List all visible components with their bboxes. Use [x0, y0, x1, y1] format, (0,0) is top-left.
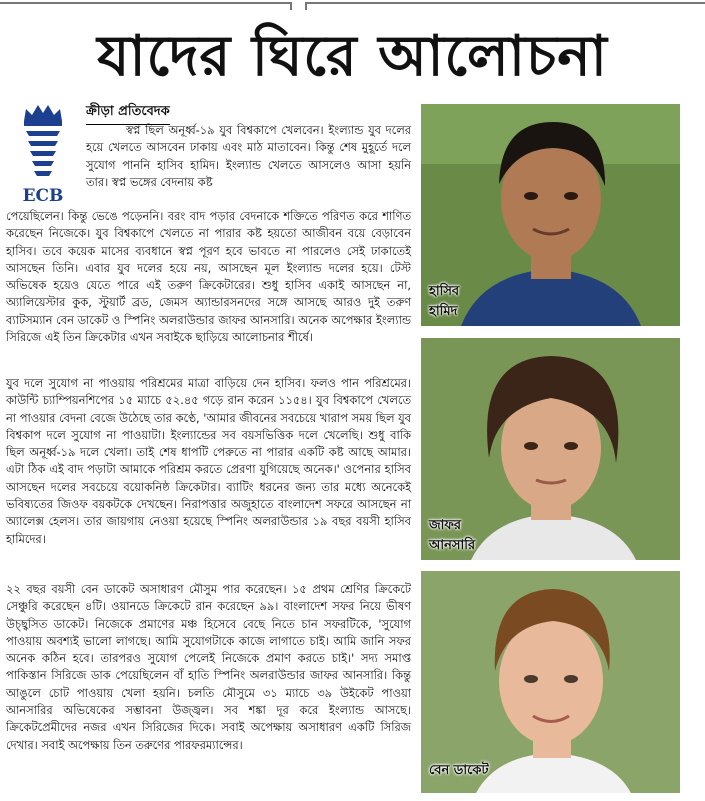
- paragraph-4: ২২ বছর বয়সী বেন ডাকেট অসাধারণ মৌসুম পার করেছেন। ১৫ প্রথম শ্রেণির ক্রিকেটে সেঞ্চুরি করেছেন ৪টি। ওয়ানডে ক্রিকেটে রান করেছেন ৯৯। বাংলাদেশ সফর নিয়ে ভীষণ উচ্ছ্বসিত ডাকেট। নিজেকে প্রমাণের মঞ্চ হিসেবে বেছে নিতে চান সফরটিকে, 'সুযোগ পাওয়ায় অবশ্যই ভালো লাগছে। আমি সুযোগটাকে কাজে লাগাতে চাই। আমি জানি সফর অনেক কঠিন হবে। তারপরও সুযোগ পেলেই নিজেকে প্রমাণ করতে চাই।' সদ্য সমাপ্ত পাকিস্তান সিরিজে ডাক পেয়েছিলেন বাঁ হাতি স্পিনিং অলরাউন্ডার জাফর আনসারি। কিন্তু আঙুলে চোট পাওয়ায় খেলা হয়নি। চলতি মৌসুমে ৩১ ম্যাচে ৩৯ উইকেট পাওয়া আনসারির অভিষেকের সম্ভাবনা উজ্জ্বল। সব শঙ্কা দূর করে ইংল্যান্ড আসছে। ক্রিকেটপ্রেমীদের নজর এখন সিরিজের দিকে। সবাই অপেক্ষায় অসাধারণ একটি সিরিজ দেখার। সবাই অপেক্ষায় তিন তরুণের পারফরম্যান্সের।: [6, 582, 411, 752]
- caption-line: আনসারি: [429, 538, 476, 553]
- portrait-image: [421, 104, 680, 326]
- logo-text: ECB: [22, 186, 64, 206]
- paragraph-1: স্বপ্ন ছিল অনূর্ধ্ব-১৯ যুব বিশ্বকাপে খেলবেন। ইংল্যান্ড যুব দলের হয়ে খেলতে আসবেন ঢাকায় এবং মাঠ মাতাবেন। কিন্তু শেষ মুহূর্তে দলে সুযোগ পাননি হাসিব হামিদ। ইংল্যান্ড খেলতে আসলেও আসা হয়নি তার। স্বপ্ন ভঙ্গের বেদনায় কষ্ট: [86, 123, 411, 189]
- photo-caption-zafar: [429, 516, 475, 556]
- photo-ben-duckett: [421, 571, 680, 793]
- paragraph-2: পেয়েছিলেন। কিন্তু ভেঙে পড়েননি। বরং বাদ পড়ার বেদনাকে শক্তিতে পরিণত করে শাণিত করেছেন নিজেকে। যুব বিশ্বকাপে খেলতে না পারার কষ্ট হয়তো আজীবন বয়ে বেড়াবেন হাসিব। তবে কয়েক মাসের ব্যবধানে স্বপ্ন পূরণ হবে ভাবতে না পারলেও সেই ঢাকাতেই আসছেন তিনি। এবার যুব দলের হয়ে নয়, আসছেন মূল ইংল্যান্ড দলের হয়ে। টেস্ট অভিষেক হয়েও যেতে পারে এই তরুণ ক্রিকেটারের। শুধু হাসিব একাই আসছেন না, অ্যালিয়েস্টার কুক, স্টুয়ার্ট ব্রড, জেমস অ্যান্ডারসনদের সঙ্গে আসছে আরও দুই তরুণ ব্যাটসম্যান বেন ডাকেট ও স্পিনিং অলরাউন্ডার জাফর আনসারি। অনেক অপেক্ষার ইংল্যান্ড সিরিজে এই তিন ক্রিকেটার এখন সবাইকে ছাড়িয়ে আলোচনার শীর্ষে।: [6, 209, 411, 345]
- paragraph-3: যুব দলে সুযোগ না পাওয়ায় পরিশ্রমের মাত্রা বাড়িয়ে দেন হাসিব। ফলও পান পরিশ্রমের। কাউন্টি চ্যাম্পিয়নশিপের ১৫ ম্যাচে ৫২.৪৫ গড়ে রান করেন ১১৫৪। যুব বিশ্বকাপে খেলতে না পাওয়ার বেদনা বেজে উঠেছে তার কণ্ঠে, 'আমার জীবনের সবচেয়ে খারাপ সময় ছিল যুব বিশ্বকাপ দলে সুযোগ না পাওয়াটা। ইংল্যান্ডের সব বয়সভিত্তিক দলে খেলেছি। শুধু বাকি ছিল অনূর্ধ্ব-১৯ দলে খেলা। তাই শেষ ধাপটি পেরুতে না পারার একটি কষ্ট আছে আমার। এটা ঠিক এই বাদ পড়াটা আমাকে পরিশ্রম করতে প্রেরণা যুগিয়েছে অনেক।' ওপেনার হাসিব আসছেন দলের সবচেয়ে বয়োকনিষ্ঠ ক্রিকেটার। ব্যাটিং ধরনের জন্য তার মধ্যে অনেকেই ভবিষ্যতের জিওফ বয়কটকে দেখছেন। নিরাপত্তার অজুহাতে বাংলাদেশ সফরে আসছেন না অ্যালেক্স হেলস। তার জায়গায় নেওয়া হয়েছে স্পিনিং অলরাউন্ডার ১৯ বছর বয়সী হাসিব হামিদের।: [6, 376, 411, 546]
- photo-zafar-ansari: [421, 338, 680, 560]
- photo-caption-hasib: [429, 282, 459, 322]
- ecb-logo: [16, 103, 70, 207]
- byline: ক্রীড়া প্রতিবেদক: [86, 102, 170, 125]
- photo-caption-ben: [429, 761, 489, 781]
- ecb-crest-icon: [16, 103, 70, 207]
- portrait-image: [421, 571, 680, 793]
- photo-hasib-hamid: [421, 104, 680, 326]
- top-rule: [0, 0, 705, 14]
- caption-line: জাফর: [429, 518, 462, 533]
- caption-line: হামিদ: [429, 304, 458, 319]
- caption-line: বেন ডাকেট: [429, 763, 489, 778]
- top-rule-left: [0, 2, 292, 10]
- caption-line: হাসিব: [429, 284, 460, 299]
- headline: যাদের ঘিরে আলোচনা: [97, 24, 608, 89]
- top-rule-right: [305, 2, 705, 10]
